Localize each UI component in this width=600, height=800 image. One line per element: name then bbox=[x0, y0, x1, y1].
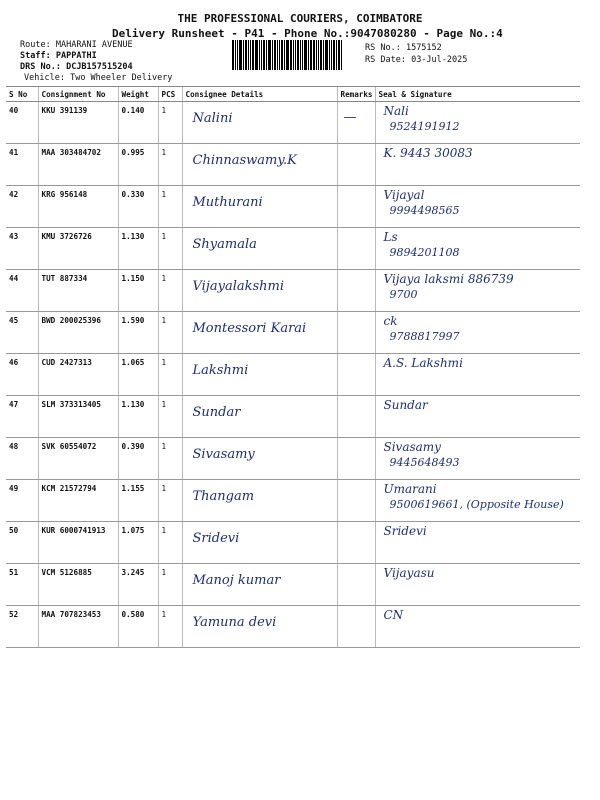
weight-cell: 0.580 bbox=[118, 606, 158, 648]
pcs-cell: 1 bbox=[158, 270, 182, 312]
barcode-bar bbox=[277, 40, 278, 70]
seal-signature-cell bbox=[375, 228, 580, 270]
consignee-cell bbox=[182, 312, 337, 354]
sno-cell: 50 bbox=[6, 522, 38, 564]
barcode-bar bbox=[237, 40, 238, 70]
drs-value: DCJB157515204 bbox=[66, 62, 133, 72]
col-remarks: Remarks bbox=[337, 87, 375, 102]
signature: A.S. Lakshmi bbox=[383, 356, 463, 370]
sno-cell: 43 bbox=[6, 228, 38, 270]
table-row bbox=[6, 396, 580, 438]
seal-signature-cell bbox=[375, 396, 580, 438]
table-row bbox=[6, 438, 580, 480]
vehicle-label: Vehicle: bbox=[24, 73, 65, 83]
remarks-cell bbox=[337, 354, 375, 396]
consignee-handwriting: Vijayalakshmi bbox=[192, 279, 285, 294]
barcode-bar bbox=[252, 40, 254, 70]
sno-cell: 42 bbox=[6, 186, 38, 228]
weight-cell: 0.390 bbox=[118, 438, 158, 480]
seal-signature-cell bbox=[375, 270, 580, 312]
pcs-cell: 1 bbox=[158, 522, 182, 564]
table-row bbox=[6, 312, 580, 354]
remarks-cell bbox=[337, 480, 375, 522]
col-consignee: Consignee Details bbox=[182, 87, 337, 102]
consignment-cell: MAA 707823453 bbox=[38, 606, 118, 648]
table-row bbox=[6, 186, 580, 228]
weight-cell: 0.995 bbox=[118, 144, 158, 186]
rs-date-label: RS Date: bbox=[365, 55, 406, 65]
table-row bbox=[6, 606, 580, 648]
barcode-bar bbox=[333, 40, 335, 70]
drs-label: DRS No.: bbox=[20, 62, 61, 72]
barcode-bar bbox=[248, 40, 249, 70]
barcode-bar bbox=[308, 40, 309, 70]
consignee-handwriting: Shyamala bbox=[192, 237, 257, 252]
weight-cell: 0.330 bbox=[118, 186, 158, 228]
pcs-cell: 1 bbox=[158, 144, 182, 186]
signature-phone: 9994498565 bbox=[389, 204, 460, 217]
remarks-cell bbox=[337, 312, 375, 354]
consignee-cell bbox=[182, 480, 337, 522]
sno-cell: 46 bbox=[6, 354, 38, 396]
consignee-handwriting: Sivasamy bbox=[192, 447, 255, 462]
barcode-bar bbox=[261, 40, 262, 70]
runsheet-table bbox=[6, 86, 580, 648]
consignee-cell bbox=[182, 270, 337, 312]
barcode-bar bbox=[313, 40, 315, 70]
consignee-cell bbox=[182, 228, 337, 270]
remarks-cell bbox=[337, 186, 375, 228]
sno-cell: 40 bbox=[6, 102, 38, 144]
barcode-bar bbox=[250, 40, 251, 70]
signature-phone: 9500619661, (Opposite House) bbox=[389, 498, 564, 511]
col-pcs: PCS bbox=[158, 87, 182, 102]
vehicle-line bbox=[24, 73, 172, 83]
table-row bbox=[6, 102, 580, 144]
consignment-cell: SVK 60554072 bbox=[38, 438, 118, 480]
col-consignment: Consignment No bbox=[38, 87, 118, 102]
barcode-bar bbox=[323, 40, 324, 70]
pcs-cell: 1 bbox=[158, 606, 182, 648]
remarks-cell bbox=[337, 396, 375, 438]
consignee-cell bbox=[182, 186, 337, 228]
sno-cell: 48 bbox=[6, 438, 38, 480]
seal-signature-cell bbox=[375, 144, 580, 186]
seal-signature-cell bbox=[375, 438, 580, 480]
barcode-bar bbox=[259, 40, 260, 70]
barcode-bar bbox=[235, 40, 236, 70]
consignment-cell: KKU 391139 bbox=[38, 102, 118, 144]
signature: Ls bbox=[383, 230, 398, 244]
barcode-bar bbox=[329, 40, 330, 70]
sno-cell: 49 bbox=[6, 480, 38, 522]
signature: Nali bbox=[383, 104, 409, 118]
table-row bbox=[6, 564, 580, 606]
barcode-bar bbox=[331, 40, 332, 70]
consignee-cell bbox=[182, 438, 337, 480]
consignment-cell: VCM 5126885 bbox=[38, 564, 118, 606]
barcode-bar bbox=[316, 40, 317, 70]
seal-signature-cell bbox=[375, 102, 580, 144]
table-row bbox=[6, 144, 580, 186]
consignment-cell: KRG 956148 bbox=[38, 186, 118, 228]
rs-date-line bbox=[365, 55, 467, 65]
barcode-bar bbox=[263, 40, 265, 70]
barcode-bar bbox=[284, 40, 285, 70]
signature-phone: 9524191912 bbox=[389, 120, 460, 133]
signature-phone: 9445648493 bbox=[389, 456, 460, 469]
remarks-cell bbox=[337, 438, 375, 480]
barcode-bar bbox=[243, 40, 244, 70]
barcode-bar bbox=[293, 40, 294, 70]
pcs-cell: 1 bbox=[158, 480, 182, 522]
staff-value: PAPPATHI bbox=[55, 51, 97, 61]
sno-cell: 44 bbox=[6, 270, 38, 312]
remarks-cell bbox=[337, 522, 375, 564]
sno-cell: 51 bbox=[6, 564, 38, 606]
route-value: MAHARANI AVENUE bbox=[55, 40, 133, 50]
barcode-bar bbox=[255, 40, 258, 70]
weight-cell: 1.590 bbox=[118, 312, 158, 354]
pcs-cell: 1 bbox=[158, 102, 182, 144]
consignee-cell bbox=[182, 144, 337, 186]
barcode-bar bbox=[318, 40, 319, 70]
weight-cell: 1.150 bbox=[118, 270, 158, 312]
barcode-bar bbox=[341, 40, 342, 70]
company-title: THE PROFESSIONAL COURIERS, COIMBATORE bbox=[177, 12, 423, 25]
table-row bbox=[6, 228, 580, 270]
weight-cell: 3.245 bbox=[118, 564, 158, 606]
remarks-cell bbox=[337, 144, 375, 186]
barcode-bar bbox=[304, 40, 307, 70]
consignee-handwriting: Thangam bbox=[192, 489, 255, 504]
barcode-bar bbox=[245, 40, 247, 70]
seal-signature-cell bbox=[375, 186, 580, 228]
col-seal: Seal & Signature bbox=[375, 87, 580, 102]
signature-phone: 9788817997 bbox=[389, 330, 460, 343]
barcode-bar bbox=[295, 40, 296, 70]
consignee-handwriting: Lakshmi bbox=[192, 363, 249, 378]
sno-cell: 41 bbox=[6, 144, 38, 186]
table-row bbox=[6, 522, 580, 564]
barcode-bar bbox=[297, 40, 299, 70]
rs-date-value: 03-Jul-2025 bbox=[411, 55, 468, 65]
weight-cell: 0.140 bbox=[118, 102, 158, 144]
consignment-cell: KUR 6000741913 bbox=[38, 522, 118, 564]
col-weight: Weight bbox=[118, 87, 158, 102]
barcode-bar bbox=[279, 40, 280, 70]
seal-signature-cell bbox=[375, 522, 580, 564]
signature-phone: 9700 bbox=[389, 288, 418, 301]
col-sno: S No bbox=[6, 87, 38, 102]
seal-signature-cell bbox=[375, 564, 580, 606]
consignment-cell: SLM 373313405 bbox=[38, 396, 118, 438]
barcode-bar bbox=[336, 40, 337, 70]
barcode-bar bbox=[232, 40, 234, 70]
signature: Sridevi bbox=[383, 524, 427, 538]
remarks-cell bbox=[337, 102, 375, 144]
table-header-row bbox=[6, 87, 580, 102]
pcs-cell: 1 bbox=[158, 228, 182, 270]
consignee-handwriting: Sundar bbox=[192, 405, 241, 420]
consignee-cell bbox=[182, 396, 337, 438]
consignee-cell bbox=[182, 564, 337, 606]
seal-signature-cell bbox=[375, 480, 580, 522]
sno-cell: 47 bbox=[6, 396, 38, 438]
sno-cell: 45 bbox=[6, 312, 38, 354]
consignment-cell: KCM 21572794 bbox=[38, 480, 118, 522]
table-row bbox=[6, 354, 580, 396]
signature: Vijayal bbox=[383, 188, 425, 202]
barcode-bar bbox=[320, 40, 322, 70]
consignment-cell: MAA 303484702 bbox=[38, 144, 118, 186]
rs-no-label: RS No.: bbox=[365, 43, 401, 53]
route-line bbox=[20, 40, 133, 50]
seal-signature-cell bbox=[375, 606, 580, 648]
barcode-bar bbox=[272, 40, 273, 70]
weight-cell: 1.065 bbox=[118, 354, 158, 396]
rs-no-line bbox=[365, 43, 442, 53]
staff-label: Staff: bbox=[20, 51, 51, 61]
barcode-bar bbox=[290, 40, 292, 70]
barcode-bar bbox=[325, 40, 328, 70]
barcode-bar bbox=[338, 40, 340, 70]
consignee-handwriting: Muthurani bbox=[192, 195, 263, 210]
consignee-handwriting: Manoj kumar bbox=[192, 573, 281, 588]
vehicle-value: Two Wheeler Delivery bbox=[70, 73, 173, 83]
table-row bbox=[6, 270, 580, 312]
signature: Vijayasu bbox=[383, 566, 435, 580]
consignment-cell: BWD 200025396 bbox=[38, 312, 118, 354]
consignment-cell: KMU 3726726 bbox=[38, 228, 118, 270]
barcode-bar bbox=[310, 40, 312, 70]
consignee-handwriting: Nalini bbox=[192, 111, 233, 126]
consignment-cell: TUT 887334 bbox=[38, 270, 118, 312]
remarks-cell bbox=[337, 606, 375, 648]
signature: K. 9443 30083 bbox=[383, 146, 473, 160]
consignee-handwriting: Chinnaswamy.K bbox=[192, 153, 297, 168]
signature: Umarani bbox=[383, 482, 437, 496]
rs-no-value: 1575152 bbox=[405, 43, 442, 53]
drs-line bbox=[20, 62, 133, 72]
barcode-bar bbox=[302, 40, 303, 70]
weight-cell: 1.130 bbox=[118, 228, 158, 270]
signature: CN bbox=[383, 608, 404, 622]
consignee-cell bbox=[182, 354, 337, 396]
seal-signature-cell bbox=[375, 354, 580, 396]
pcs-cell: 1 bbox=[158, 438, 182, 480]
signature: Sivasamy bbox=[383, 440, 441, 454]
pcs-cell: 1 bbox=[158, 564, 182, 606]
sno-cell: 52 bbox=[6, 606, 38, 648]
signature: ck bbox=[383, 314, 398, 328]
barcode-bar bbox=[268, 40, 271, 70]
consignment-cell: CUD 2427313 bbox=[38, 354, 118, 396]
signature-phone: 9894201108 bbox=[389, 246, 460, 259]
barcode-bar bbox=[286, 40, 289, 70]
barcode-bar bbox=[300, 40, 301, 70]
seal-signature-cell bbox=[375, 312, 580, 354]
pcs-cell: 1 bbox=[158, 186, 182, 228]
weight-cell: 1.075 bbox=[118, 522, 158, 564]
remarks-mark: — bbox=[343, 110, 357, 125]
remarks-cell bbox=[337, 228, 375, 270]
route-label: Route: bbox=[20, 40, 51, 50]
pcs-cell: 1 bbox=[158, 312, 182, 354]
weight-cell: 1.130 bbox=[118, 396, 158, 438]
consignee-handwriting: Montessori Karai bbox=[192, 321, 307, 336]
signature: Sundar bbox=[383, 398, 428, 412]
table-row bbox=[6, 480, 580, 522]
weight-cell: 1.155 bbox=[118, 480, 158, 522]
barcode-bar bbox=[266, 40, 267, 70]
barcode-bar bbox=[239, 40, 242, 70]
pcs-cell: 1 bbox=[158, 396, 182, 438]
barcode-bar bbox=[274, 40, 276, 70]
staff-line bbox=[20, 51, 97, 61]
barcode-bar bbox=[281, 40, 283, 70]
signature: Vijaya laksmi 886739 bbox=[383, 272, 514, 286]
consignee-cell bbox=[182, 522, 337, 564]
consignee-handwriting: Sridevi bbox=[192, 531, 240, 546]
pcs-cell: 1 bbox=[158, 354, 182, 396]
remarks-cell bbox=[337, 270, 375, 312]
remarks-cell bbox=[337, 564, 375, 606]
consignee-cell bbox=[182, 606, 337, 648]
consignee-handwriting: Yamuna devi bbox=[192, 615, 277, 630]
consignee-cell bbox=[182, 102, 337, 144]
barcode-image bbox=[232, 40, 360, 70]
runsheet-subtitle: Delivery Runsheet - P41 - Phone No.:9047080280 - Page No.:4 bbox=[112, 27, 503, 40]
